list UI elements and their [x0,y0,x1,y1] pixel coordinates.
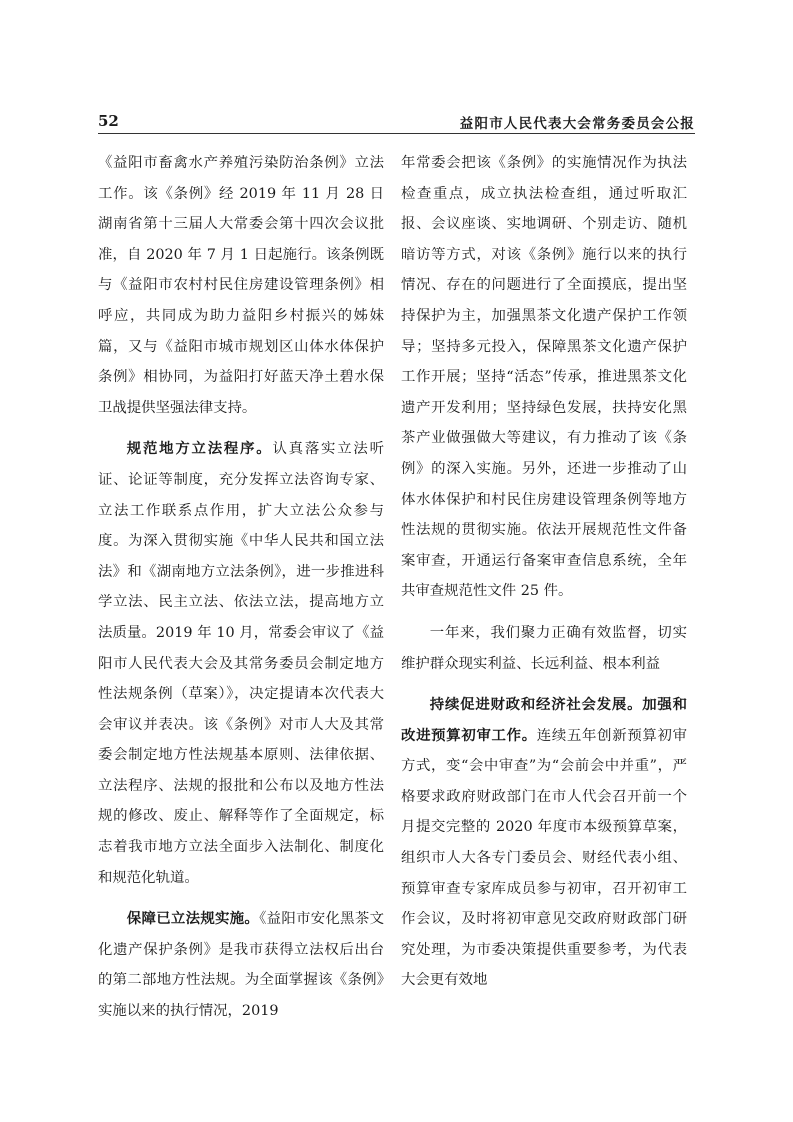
right-column [401,148,687,996]
header-rule [98,133,695,134]
paragraph-heading: 保障已立法规实施。 [126,911,260,928]
page-number: 52 [98,112,119,130]
paragraph-heading: 规范地方立法程序。 [126,441,273,458]
paragraph-heading: 持续促进财政和经济社会发展。加强和改进预算初审工作。 [401,697,687,744]
left-column [98,148,384,1027]
paragraph-body: 《益阳市安化黑茶文化遗产保护条例》是我市获得立法权后出台的第二部地方性法规。为全面掌握该《条例》实施以来的执行情况，2019 [98,911,384,1020]
paragraph-legislation-continued: 《益阳市畜禽水产养殖污染防治条例》立法工作。该《条例》经 2019 年 11 月 28 日湖南省第十三届人大常委会第十四次会议批准，自 2020 年 7 月 1 日起施行。该条例既与《益阳市农村村民住房建设管理条例》相呼应，共同成为助力益阳乡村振兴的姊妹篇，又与《益阳市城市规划区山体水体保护条例》相协同，为益阳打好蓝天净土碧水保卫战提供坚强法律支持。 [98,155,384,416]
journal-title: 益阳市人民代表大会常务委员会公报 [459,116,695,132]
paragraph-regulation-implementation [98,904,384,1026]
paragraph-fiscal-development [401,690,687,996]
paragraph-legislative-procedure [98,434,384,893]
page-header [98,110,695,134]
paragraph-supervision-summary: 一年来，我们聚力正确有效监督，切实维护群众现实利益、长远利益、根本利益 [401,624,687,672]
paragraph-body: 连续五年创新预算初审方式，变“会中审查”为“会前会中并重”，严格要求政府财政部门在市人代会召开前一个月提交完整的 2020 年度市本级预算草案，组织市人大各专门委员会、财经代表小组、预算审查专家库成员参与初审，召开初审工作会议，及时将初审意见交政府财政部门研究处理，为市委决策提供重要参考，为代表大会更有效地 [401,727,687,989]
paragraph-enforcement-inspection: 年常委会把该《条例》的实施情况作为执法检查重点，成立执法检查组，通过听取汇报、会议座谈、实地调研、个别走访、随机暗访等方式，对该《条例》施行以来的执行情况、存在的问题进行了全面摸底，提出坚持保护为主，加强黑茶文化遗产保护工作领导；坚持多元投入，保障黑茶文化遗产保护工作开展；坚持“活态”传承，推进黑茶文化遗产开发利用；坚持绿色发展，扶持安化黑茶产业做强做大等建议，有力推动了该《条例》的深入实施。另外，还进一步推动了山体水体保护和村民住房建设管理条例等地方性法规的贯彻实施。依法开展规范性文件备案审查，开通运行备案审查信息系统，全年共审查规范性文件 25 件。 [401,155,687,600]
paragraph-body: 认真落实立法听证、论证等制度，充分发挥立法咨询专家、立法工作联系点作用，扩大立法公众参与度。为深入贯彻实施《中华人民共和国立法法》和《湖南地方立法条例》，进一步推进科学立法、民主立法、依法立法，提高地方立法质量。2019 年 10 月，常委会审议了《益阳市人民代表大会及其常务委员会制定地方性法规条例（草案）》，决定提请本次代表大会审议并表决。该《条例》对市人大及其常委会制定地方性法规基本原则、法律依据、立法程序、法规的报批和公布以及地方性法规的修改、废止、解释等作了全面规定，标志着我市地方立法全面步入法制化、制度化和规范化轨道。 [98,441,384,886]
